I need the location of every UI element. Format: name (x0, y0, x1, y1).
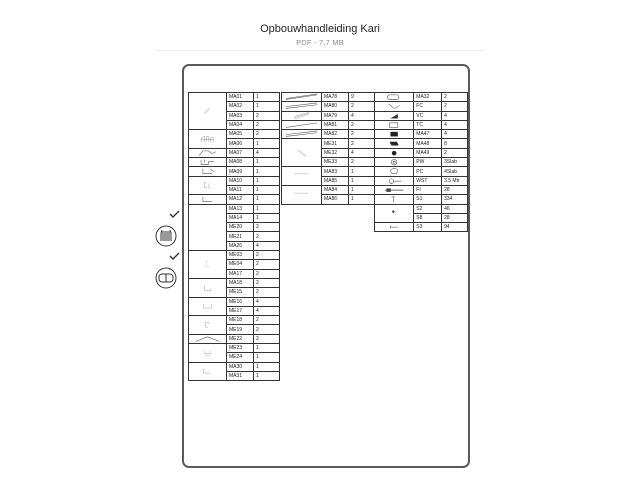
table-row (375, 111, 468, 120)
part-code: VC (414, 111, 442, 120)
part-drawing-small-screw (375, 223, 414, 232)
part-drawing-z-profile (189, 278, 227, 297)
table-row (189, 344, 280, 353)
part-quantity: 2 (349, 130, 375, 139)
part-quantity: 1 (254, 176, 280, 185)
part-quantity: 2 (349, 158, 375, 167)
gloves-safety-icon (152, 210, 180, 250)
table-row (375, 195, 468, 204)
part-code: MA14 (227, 213, 254, 222)
part-code: ME15 (227, 288, 254, 297)
part-quantity: 4 (254, 148, 280, 157)
part-quantity: 9 (349, 93, 375, 102)
part-drawing-bracket (189, 148, 227, 157)
part-code: ME20 (227, 223, 254, 232)
part-quantity: 1 (349, 176, 375, 185)
part-code: ME19 (227, 325, 254, 334)
part-drawing-rod (375, 185, 414, 194)
part-quantity: 3.5 Mtr (442, 176, 468, 185)
table-row (282, 185, 375, 194)
table-row (282, 167, 375, 176)
part-code: MA07 (227, 148, 254, 157)
header-divider (155, 50, 485, 51)
part-quantity: 2 (254, 251, 280, 260)
part-drawing-corrugated-strip (282, 185, 322, 204)
part-drawing-strip (282, 130, 322, 139)
part-code: MA09 (227, 167, 254, 176)
table-row (189, 158, 280, 167)
part-quantity: 1 (254, 102, 280, 111)
part-quantity: 1 (254, 213, 280, 222)
part-code: MA30 (227, 362, 254, 371)
part-code: S2 (414, 204, 442, 213)
part-code: PC (414, 167, 442, 176)
part-quantity: 2 (254, 288, 280, 297)
part-code: MA86 (322, 195, 349, 204)
part-quantity: 1 (254, 371, 280, 380)
parts-table-left (188, 92, 280, 381)
part-code: MA17 (227, 269, 254, 278)
part-drawing-hinge (375, 130, 414, 139)
table-row (375, 158, 468, 167)
part-code: ME17 (227, 306, 254, 315)
part-drawing-gutter (189, 344, 227, 363)
part-quantity: 1 (349, 185, 375, 194)
part-quantity: 2 (254, 232, 280, 241)
part-code: MA48 (414, 139, 442, 148)
table-row (282, 93, 375, 102)
part-drawing-angle-piece (189, 167, 227, 176)
part-quantity: 4 (254, 241, 280, 250)
part-code: ME04 (227, 260, 254, 269)
part-quantity: 4 (442, 120, 468, 129)
part-drawing-connector (189, 158, 227, 167)
part-drawing-screw (375, 195, 414, 204)
part-quantity: 2 (254, 325, 280, 334)
part-code: MA10 (227, 176, 254, 185)
part-quantity: 1 (254, 139, 280, 148)
part-code: ME16 (227, 297, 254, 306)
table-row (375, 130, 468, 139)
part-drawing-ring (375, 167, 414, 176)
goggles-safety-icon (152, 252, 180, 292)
part-code: WST (414, 176, 442, 185)
part-drawing-diagonal-bars (282, 139, 322, 167)
table-row (189, 130, 280, 139)
part-quantity: 334 (442, 195, 468, 204)
part-code: PW (414, 158, 442, 167)
part-drawing-latch (375, 139, 414, 148)
part-drawing-blank (189, 204, 227, 250)
part-code: ME03 (227, 251, 254, 260)
part-code: ME18 (227, 316, 254, 325)
part-code: MA18 (227, 278, 254, 287)
part-code: MA26 (227, 241, 254, 250)
manual-page (182, 64, 470, 468)
part-quantity: 4 (254, 306, 280, 315)
table-row (282, 120, 375, 129)
table-row (282, 130, 375, 139)
table-row (375, 185, 468, 194)
part-drawing-stair-profile (189, 93, 227, 130)
part-code: MA11 (227, 185, 254, 194)
part-quantity: 1 (254, 344, 280, 353)
part-code: MA31 (227, 371, 254, 380)
part-drawing-long-profile (282, 93, 322, 102)
table-row (189, 316, 280, 325)
part-code: ME33 (322, 158, 349, 167)
part-drawing-tape (375, 176, 414, 185)
part-drawing-washer (375, 158, 414, 167)
part-code: ME22 (227, 334, 254, 343)
part-drawing-end-piece (189, 362, 227, 381)
part-drawing-cap (375, 120, 414, 129)
part-quantity: 2 (254, 334, 280, 343)
part-code: MA08 (227, 158, 254, 167)
part-code: MA47 (414, 130, 442, 139)
part-quantity: 2 (442, 93, 468, 102)
part-code: S1 (414, 195, 442, 204)
page-number: 7 (170, 457, 173, 463)
part-code: MA85 (322, 176, 349, 185)
parts-table-middle (281, 92, 375, 205)
part-drawing-long-profile (282, 102, 322, 111)
part-quantity: 2 (254, 269, 280, 278)
part-quantity: 46 (442, 204, 468, 213)
table-row (375, 148, 468, 157)
part-code: MA80 (322, 102, 349, 111)
part-quantity: 2 (442, 102, 468, 111)
part-code: MA12 (227, 195, 254, 204)
table-row (189, 362, 280, 371)
part-quantity: 8 (442, 139, 468, 148)
part-code: TC (414, 120, 442, 129)
parts-table-right (374, 92, 468, 232)
part-drawing-frame-profile (189, 130, 227, 149)
table-row (189, 278, 280, 287)
table-row (189, 195, 280, 204)
table-row (375, 102, 468, 111)
part-drawing-wedge (375, 111, 414, 120)
part-quantity: 1 (254, 362, 280, 371)
part-quantity: 1 (254, 204, 280, 213)
part-code: MA81 (322, 120, 349, 129)
table-row (375, 93, 468, 102)
part-code: MA02 (227, 102, 254, 111)
table-row (189, 148, 280, 157)
part-code: S3 (414, 223, 442, 232)
table-row (375, 139, 468, 148)
part-drawing-corner-profile (189, 176, 227, 195)
part-code: MA49 (414, 148, 442, 157)
table-row (282, 102, 375, 111)
part-code: MA03 (227, 111, 254, 120)
table-row (189, 334, 280, 343)
part-quantity: 28 (442, 185, 468, 194)
part-quantity: 1 (254, 185, 280, 194)
table-row (282, 139, 375, 148)
part-quantity: 1 (254, 158, 280, 167)
part-quantity: 4 (254, 297, 280, 306)
part-drawing-panel-strips (282, 111, 322, 120)
part-quantity: 94 (442, 223, 468, 232)
part-quantity: 4 (349, 111, 375, 120)
part-drawing-bolt (375, 204, 414, 223)
part-drawing-handle (375, 93, 414, 102)
part-quantity: 1 (254, 195, 280, 204)
part-quantity: 1 (254, 93, 280, 102)
part-code: ME32 (322, 148, 349, 157)
part-code: ME21 (227, 232, 254, 241)
part-quantity: 2 (254, 223, 280, 232)
part-quantity: 4Slab (442, 167, 468, 176)
part-quantity: 2 (254, 120, 280, 129)
part-drawing-u-channel (189, 297, 227, 316)
part-drawing-l-profile (189, 251, 227, 279)
part-drawing-knob (375, 148, 414, 157)
table-row (375, 223, 468, 232)
table-row (189, 297, 280, 306)
part-drawing-corrugated-strip (282, 167, 322, 186)
part-quantity: 1 (349, 195, 375, 204)
table-row (375, 176, 468, 185)
part-code: MA79 (322, 111, 349, 120)
table-row (189, 204, 280, 213)
table-row (189, 176, 280, 185)
part-code: MA82 (322, 130, 349, 139)
part-code: ME31 (322, 139, 349, 148)
table-row (189, 93, 280, 102)
document-file-info: PDF - 7,7 MB (296, 38, 344, 47)
part-quantity: 1 (349, 167, 375, 176)
part-code: MA78 (322, 93, 349, 102)
part-quantity: 1 (254, 167, 280, 176)
part-quantity: 4 (349, 148, 375, 157)
part-drawing-ridge-cap (189, 334, 227, 343)
part-quantity: 2 (349, 139, 375, 148)
part-quantity: 4 (442, 130, 468, 139)
part-quantity: 1 (254, 353, 280, 362)
part-quantity: 2 (254, 316, 280, 325)
part-code: MA04 (227, 120, 254, 129)
part-drawing-hook-profile (189, 316, 227, 335)
part-quantity: 2 (349, 102, 375, 111)
part-drawing-flat-bar (189, 195, 227, 204)
part-drawing-clip (375, 102, 414, 111)
part-code: MA13 (227, 204, 254, 213)
part-code: MA05 (227, 130, 254, 139)
part-quantity: 2 (254, 130, 280, 139)
part-quantity: 28 (442, 213, 468, 222)
part-quantity: 2 (349, 120, 375, 129)
part-code: FC (414, 102, 442, 111)
part-quantity: 2 (442, 148, 468, 157)
part-code: MA01 (227, 93, 254, 102)
part-quantity: 4 (442, 111, 468, 120)
part-code: S8 (414, 213, 442, 222)
document-title: Opbouwhandleiding Kari (260, 23, 380, 35)
document-header (0, 0, 640, 52)
part-quantity: 2 (254, 111, 280, 120)
table-row (189, 167, 280, 176)
part-code: ME24 (227, 353, 254, 362)
part-code: ME23 (227, 344, 254, 353)
part-code: MA83 (322, 167, 349, 176)
part-code: MA32 (414, 93, 442, 102)
part-code: MA06 (227, 139, 254, 148)
table-row (375, 167, 468, 176)
part-quantity: 3Slab (442, 158, 468, 167)
table-row (189, 251, 280, 260)
part-quantity: 2 (254, 260, 280, 269)
table-row (375, 120, 468, 129)
part-code: MA84 (322, 185, 349, 194)
part-code: FI (414, 185, 442, 194)
table-row (375, 204, 468, 213)
part-quantity: 2 (254, 278, 280, 287)
part-drawing-strip (282, 120, 322, 129)
